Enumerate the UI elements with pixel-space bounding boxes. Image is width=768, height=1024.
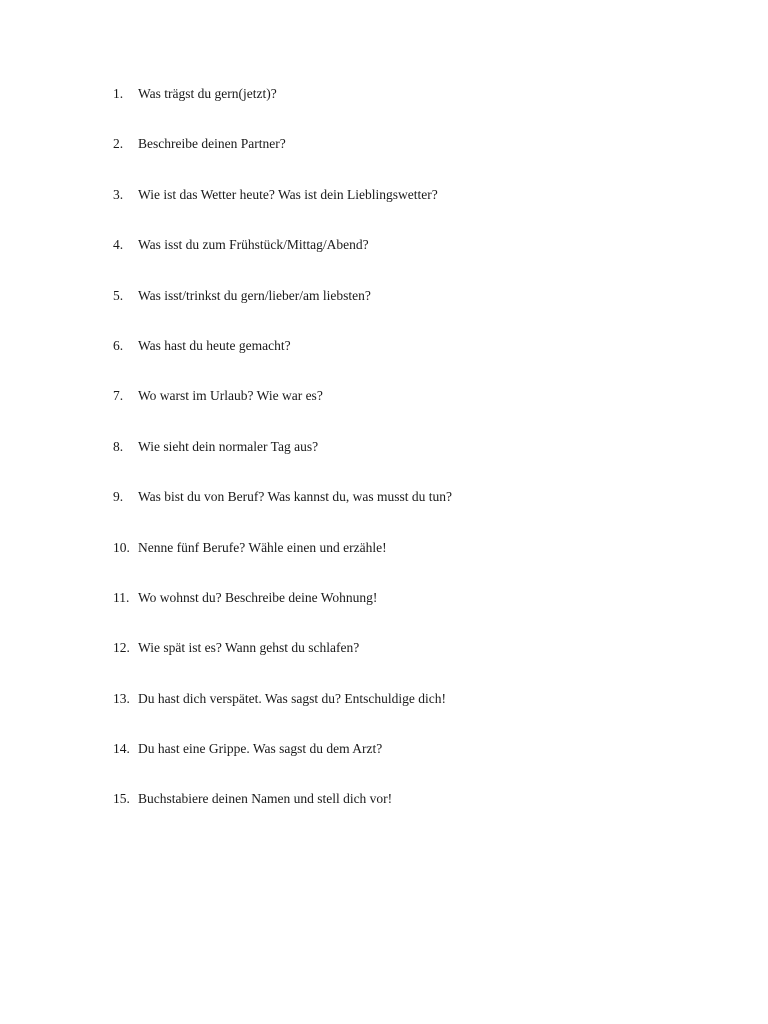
list-item: [113, 789, 452, 839]
list-item: [113, 437, 452, 487]
question-text: Wie ist das Wetter heute? Was ist dein Lieblingswetter?: [138, 186, 438, 202]
question-number: 6.: [113, 337, 124, 353]
question-number: 15.: [113, 791, 130, 807]
question-text: Beschreibe deinen Partner?: [138, 136, 286, 152]
question-number: 2.: [113, 136, 124, 152]
question-number: 3.: [113, 186, 124, 202]
list-item: [113, 689, 452, 739]
question-text: Du hast eine Grippe. Was sagst du dem Arzt?: [138, 741, 383, 757]
question-number: 13.: [113, 690, 130, 706]
question-text: Was hast du heute gemacht?: [138, 337, 291, 353]
list-item: [113, 487, 452, 537]
question-number: 5.: [113, 287, 124, 303]
question-text: Was bist du von Beruf? Was kannst du, was musst du tun?: [138, 489, 453, 505]
question-text: Wie sieht dein normaler Tag aus?: [138, 438, 319, 454]
question-text: Buchstabiere deinen Namen und stell dich vor!: [138, 791, 393, 807]
list-item: [113, 84, 452, 134]
list-item: [113, 336, 452, 386]
list-item: [113, 739, 452, 789]
question-number: 10.: [113, 539, 130, 555]
question-number: 9.: [113, 489, 124, 505]
question-text: Nenne fünf Berufe? Wähle einen und erzähle!: [138, 539, 387, 555]
question-text: Wo warst im Urlaub? Wie war es?: [138, 388, 323, 404]
question-list: [113, 84, 452, 840]
question-text: Wo wohnst du? Beschreibe deine Wohnung!: [138, 589, 378, 605]
list-item: [113, 134, 452, 184]
question-text: Was isst/trinkst du gern/lieber/am liebsten?: [138, 287, 371, 303]
question-number: 8.: [113, 438, 124, 454]
list-item: [113, 386, 452, 436]
list-item: [113, 286, 452, 336]
question-number: 11.: [113, 589, 130, 605]
list-item: [113, 638, 452, 688]
question-text: Wie spät ist es? Wann gehst du schlafen?: [138, 640, 360, 656]
list-item: [113, 235, 452, 285]
question-text: Du hast dich verspätet. Was sagst du? Entschuldige dich!: [138, 690, 446, 706]
question-number: 1.: [113, 86, 124, 101]
question-number: 7.: [113, 388, 124, 404]
question-text: Was isst du zum Frühstück/Mittag/Abend?: [138, 237, 369, 253]
question-number: 4.: [113, 237, 124, 253]
question-text: Was trägst du gern(jetzt)?: [138, 86, 277, 101]
list-item: [113, 538, 452, 588]
question-number: 12.: [113, 640, 130, 656]
question-number: 14.: [113, 741, 130, 757]
list-item: [113, 185, 452, 235]
list-item: [113, 588, 452, 638]
